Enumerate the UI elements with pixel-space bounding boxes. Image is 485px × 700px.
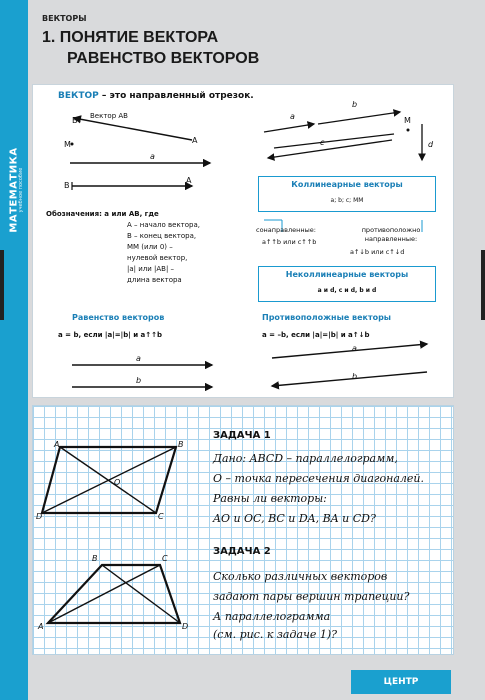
right-c-label: c: [320, 138, 325, 147]
right-vector-c: [268, 140, 392, 158]
task1-title: ЗАДАЧА 1: [213, 430, 271, 441]
task2-title: ЗАДАЧА 2: [213, 546, 271, 557]
task1-line4: AO и OC, BC и DA, BA и CD?: [213, 512, 376, 525]
right-m-label: M: [404, 116, 411, 125]
definition-term: ВЕКТОР: [58, 91, 99, 101]
right-vector-b: [318, 112, 400, 124]
equality-a-label: a: [136, 354, 141, 363]
vector-a-label: a: [150, 152, 155, 161]
point-b-label: B: [72, 116, 78, 125]
notations-line5: нулевой вектор,: [127, 254, 188, 262]
point-a-label: A: [192, 136, 198, 145]
t1-point-c: C: [158, 512, 164, 521]
publisher-logo: ЦЕНТР: [351, 670, 451, 694]
task2-line1: Сколько различных векторов: [213, 570, 388, 583]
t2-point-b: B: [92, 554, 98, 563]
noncollinear-examples: a и d, c и d, b и d: [317, 287, 377, 294]
task1-line1: Дано: ABCD – параллелограмм,: [213, 452, 398, 465]
right-vector-a: [264, 124, 314, 132]
opposite-direction-expr: a↑↓b или c↑↓d: [350, 248, 405, 256]
right-d-label: d: [428, 140, 434, 149]
t1-point-b: B: [178, 440, 184, 449]
opposite-formula: a = –b, если |a|=|b| и a↑↓b: [262, 331, 370, 339]
vector-ab-label: Вектор AB: [90, 112, 128, 120]
page-title-line2: РАВЕНСТВО ВЕКТОРОВ: [67, 50, 260, 67]
task2-line2: задают пары вершин трапеции?: [213, 590, 410, 603]
opposite-b-label: b: [352, 372, 358, 381]
opposite-direction-label: противоположно направленные:: [361, 226, 421, 243]
opposite-title: Противоположные векторы: [262, 313, 392, 322]
definition-text: – это направленный отрезок.: [98, 91, 254, 101]
t2-point-c: C: [162, 554, 168, 563]
section-label: ВЕКТОРЫ: [42, 14, 87, 23]
collinear-title: Коллинеарные векторы: [291, 180, 403, 189]
notations-line3: B – конец вектора,: [127, 232, 197, 240]
point-a2-label: A: [186, 176, 192, 185]
right-notch: [481, 250, 485, 320]
equality-title: Равенство векторов: [72, 313, 165, 322]
side-band: [0, 0, 28, 700]
notations-line6: |a| или |AB| –: [127, 265, 175, 273]
noncollinear-box: [258, 266, 436, 302]
vector-ab-line: [74, 118, 192, 140]
side-subtitle: учебное пособие: [18, 167, 24, 213]
notations-line1: Обозначения: a или AB, где: [46, 210, 159, 218]
point-m-label: M: [64, 140, 71, 149]
opposite-a-label: a: [352, 344, 357, 353]
page-title-line1: 1. ПОНЯТИЕ ВЕКТОРА: [42, 29, 219, 46]
right-b-label: b: [352, 100, 358, 109]
opposite-vector-b: [272, 372, 427, 386]
side-subject: МАТЕМАТИКА: [8, 147, 20, 233]
collinear-box: [258, 176, 436, 212]
task2-line4: (см. рис. к задаче 1)?: [213, 628, 338, 641]
codirected-label: сонаправленные:: [256, 226, 316, 234]
t2-point-d: D: [182, 622, 189, 631]
right-line-m: [274, 134, 394, 148]
collinear-examples: a; b; c; MM: [330, 197, 364, 204]
equality-b-label: b: [136, 376, 142, 385]
notations-line4: MM (или 0) –: [127, 243, 173, 251]
task2-line3: А параллелограмма: [213, 610, 331, 623]
right-a-label: a: [290, 112, 295, 121]
task1-line3: Равны ли векторы:: [213, 492, 327, 505]
t2-point-a: A: [38, 622, 44, 631]
left-notch: [0, 250, 4, 320]
equality-formula: a = b, если |a|=|b| и a↑↑b: [58, 331, 163, 339]
noncollinear-title: Неколлинеарные векторы: [285, 270, 409, 279]
task1-line2: O – точка пересечения диагоналей.: [213, 472, 425, 485]
notations-line2: A – начало вектора,: [127, 221, 200, 229]
point-b2-label: B: [64, 181, 70, 190]
codirected-expr: a↑↑b или c↑↑b: [262, 238, 317, 246]
t1-point-d: D: [36, 512, 43, 521]
t1-point-o: O: [114, 478, 121, 487]
notations-line7: длина вектора: [127, 276, 182, 284]
opposite-vector-a: [272, 344, 427, 358]
t1-point-a: A: [54, 440, 60, 449]
